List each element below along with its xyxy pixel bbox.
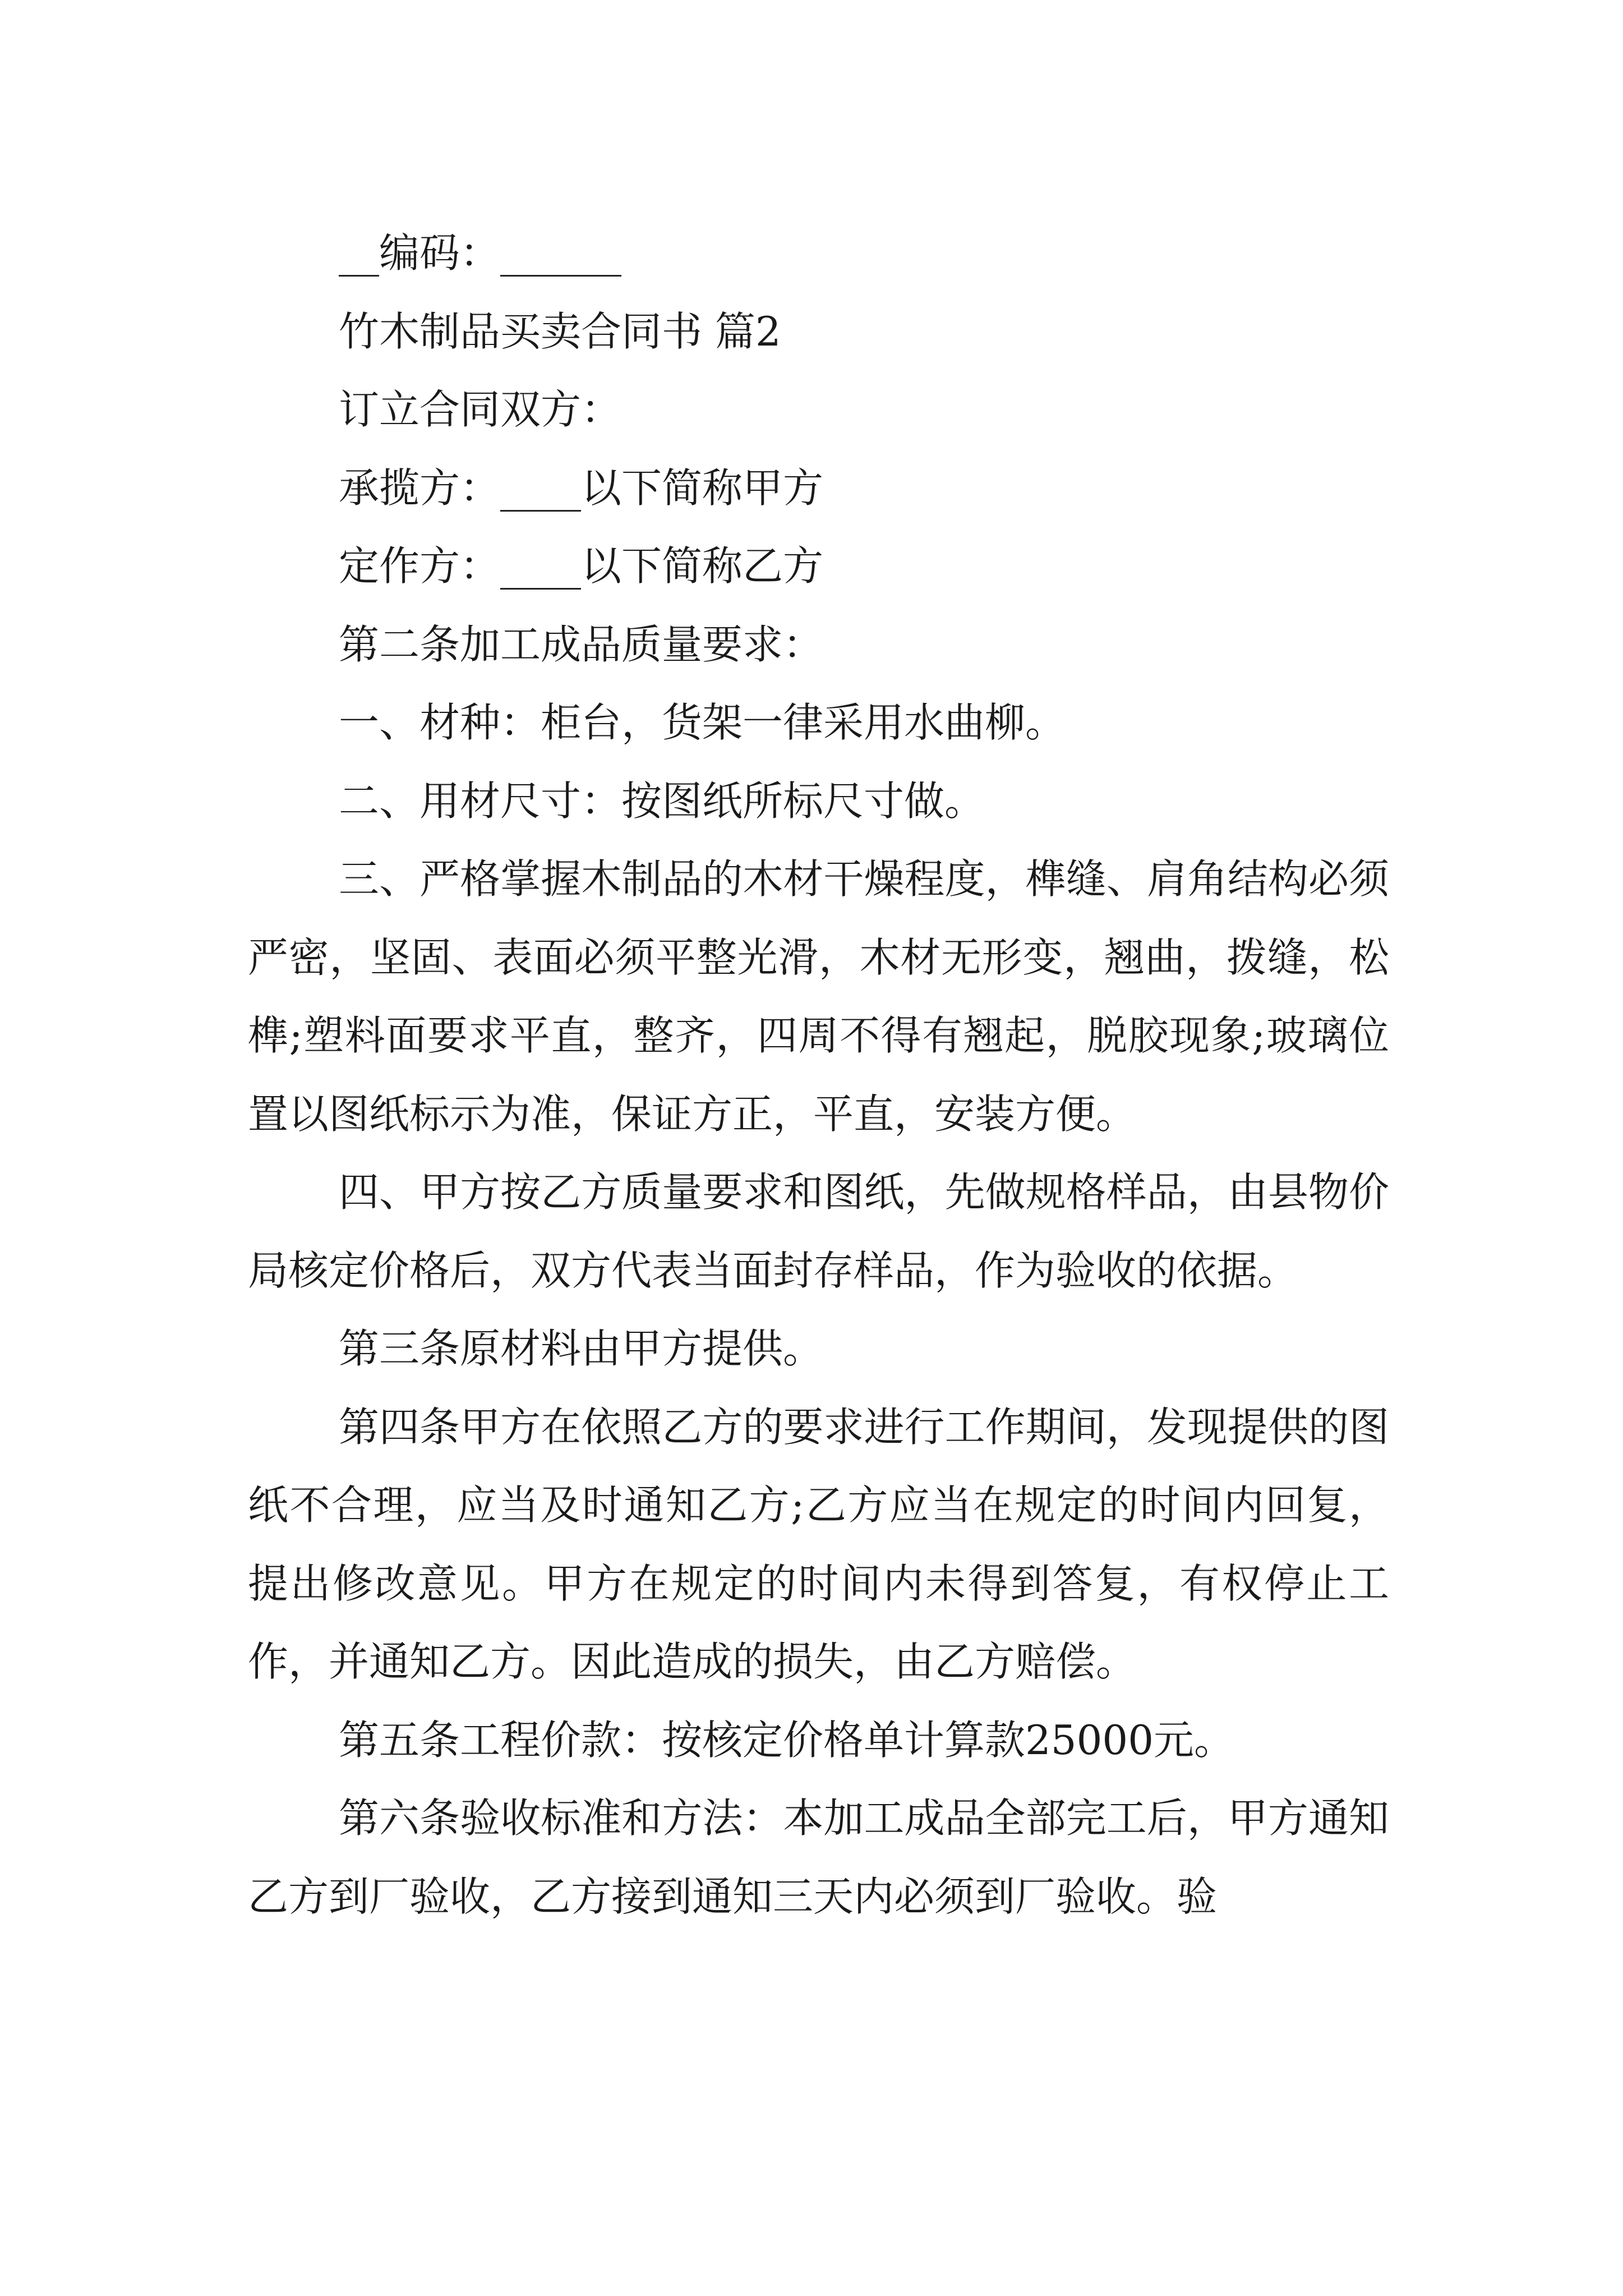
article-2-heading: 第二条加工成品质量要求：: [339, 620, 824, 668]
article-4: 第四条甲方在依照乙方的要求进行工作期间，发现提供的图纸不合理，应当及时通知乙方;乙方应当在规定的时间内回复，提出修改意见。甲方在规定的时间内未得到答复，有权停止工作，并通知乙方。因此造成的损失，由乙方赔偿。: [248, 1403, 1389, 1685]
article-3: 第三条原材料由甲方提供。: [339, 1325, 824, 1372]
code-line: __编码：______: [339, 229, 622, 277]
item-4: 四、甲方按乙方质量要求和图纸，先做规格样品，由县物价局核定价格后，双方代表当面封存样品，作为验收的依据。: [248, 1168, 1389, 1294]
article-6: 第六条验收标准和方法：本加工成品全部完工后，甲方通知乙方到厂验收，乙方接到通知三天内必须到厂验收。验: [248, 1795, 1389, 1920]
item-2: 二、用材尺寸：按图纸所标尺寸做。: [339, 777, 985, 825]
item-1: 一、材种：柜台，货架一律采用水曲柳。: [339, 699, 1066, 746]
contractor-line: 承揽方：____以下简称甲方: [339, 464, 824, 512]
article-5: 第五条工程价款：按核定价格单计算款25000元。: [339, 1716, 1235, 1764]
item-3: 三、严格掌握木制品的木材干燥程度，榫缝、肩角结构必须严密，坚固、表面必须平整光滑，木材无形变，翘曲，拨缝，松榫;塑料面要求平直，整齐，四周不得有翘起，脱胶现象;玻璃位置以图纸标示为准，保证方正，平直，安装方便。: [248, 855, 1389, 1138]
document-body: [248, 214, 1389, 1936]
orderer-line: 定作方：____以下简称乙方: [339, 542, 824, 590]
document-title: 竹木制品买卖合同书 篇2: [339, 307, 781, 355]
parties-heading: 订立合同双方：: [339, 386, 622, 433]
